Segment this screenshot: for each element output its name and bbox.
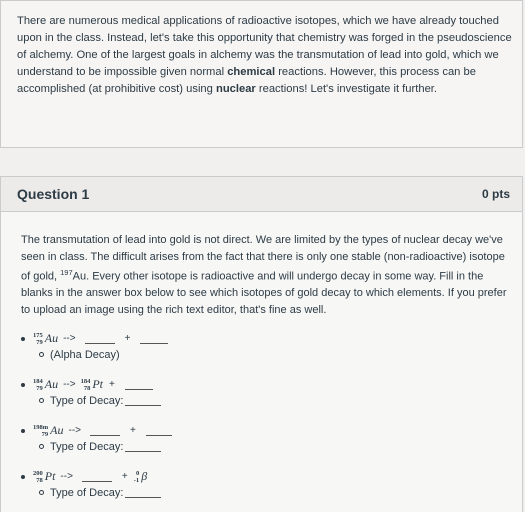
intro-panel: [0, 0, 523, 148]
reaction-list: [21, 329, 514, 499]
reactant-nuclide: [33, 331, 58, 346]
question-panel: [0, 176, 523, 512]
question-text: The transmutation of lead into gold is not direct. We are limited by the types of nuclear decay we've seen in class. The difficult arises from the fact that there is only one stable (non-radioactive) isotope of gold, $^{197}$Au. Every other isotope is radioactive and will undergo decay in some way. Fill in the blanks in the answer box below to see which isotopes of gold decay to which elements. If you prefer to upload an image using the rich text editor, that's fine as well.: [21, 234, 507, 317]
reaction-equation: [33, 467, 514, 487]
decay-type-blank[interactable]: [125, 488, 161, 498]
mass-number: 198m: [33, 423, 49, 431]
atomic-number: 79: [36, 338, 43, 346]
product-blank[interactable]: [85, 334, 115, 344]
decay-type-label: Type of Decay:: [50, 440, 124, 453]
decay-type-blank[interactable]: [125, 396, 161, 406]
atomic-number: 79: [41, 430, 49, 438]
atomic-number: 78: [83, 384, 91, 392]
plus-sign: +: [109, 379, 115, 391]
mass-number: 200: [33, 469, 43, 477]
element-symbol: Pt: [92, 377, 104, 392]
mass-number: 0: [135, 469, 140, 477]
decay-type-blank[interactable]: [125, 442, 161, 452]
particle-blank[interactable]: [125, 380, 153, 390]
intro-text: There are numerous medical applications of radioactive isotopes, which we have already touched upon in the class. Instead, let's take this opportunity that chemistry was forged in the pseudoscience of alchemy. One of the largest goals in alchemy was the transmutation of lead into gold, which we understand to be impossible given normal chemical reactions. However, this process can be accomplished (at prohibitive cost) using nuclear reactions! Let's investigate it further.: [17, 15, 512, 95]
decay-type-label: Type of Decay:: [50, 486, 124, 499]
decay-type-label: (Alpha Decay): [50, 348, 120, 361]
beta-symbol: β: [141, 469, 148, 484]
plus-sign: +: [124, 333, 131, 345]
beta-particle: [134, 469, 147, 484]
mass-number: 184: [33, 377, 43, 385]
decay-type: [39, 487, 514, 499]
sub-bullet-icon: [39, 444, 44, 449]
reactant-nuclide: [33, 377, 58, 392]
particle-blank[interactable]: [146, 426, 172, 436]
sub-bullet-icon: [39, 490, 44, 495]
question-points: 0 pts: [481, 187, 510, 201]
list-item: [21, 467, 514, 499]
sub-bullet-icon: [39, 352, 44, 357]
mass-number: 184: [80, 377, 91, 385]
reaction-equation: [33, 329, 514, 349]
reactant-nuclide: [33, 423, 64, 438]
atomic-number: 79: [36, 384, 43, 392]
reaction-arrow: -->: [63, 379, 76, 391]
charge-number: -1: [133, 476, 140, 484]
particle-blank[interactable]: [140, 334, 168, 344]
decay-type-label: Type of Decay:: [50, 394, 124, 407]
question-header: [1, 177, 522, 212]
element-symbol: Au: [44, 331, 59, 346]
element-symbol: Au: [50, 423, 64, 438]
product-nuclide: [81, 377, 103, 392]
decay-type: [39, 349, 514, 361]
reaction-equation: [33, 421, 514, 441]
reactant-nuclide: [33, 469, 55, 484]
list-item: [21, 375, 514, 407]
reaction-arrow: -->: [60, 471, 73, 483]
list-item: [21, 329, 514, 361]
reaction-arrow: -->: [63, 333, 76, 345]
plus-sign: +: [121, 471, 128, 483]
list-item: [21, 421, 514, 453]
decay-type: [39, 395, 514, 407]
plus-sign: +: [130, 425, 136, 437]
element-symbol: Au: [44, 377, 59, 392]
atomic-number: 78: [36, 476, 43, 484]
question-body: [1, 212, 522, 499]
product-blank[interactable]: [90, 426, 120, 436]
reaction-equation: [33, 375, 514, 395]
reaction-arrow: -->: [68, 425, 82, 437]
element-symbol: Pt: [44, 469, 56, 484]
product-blank[interactable]: [82, 472, 112, 482]
sub-bullet-icon: [39, 398, 44, 403]
question-title: Question 1: [17, 186, 90, 202]
decay-type: [39, 441, 514, 453]
mass-number: 175: [33, 331, 43, 339]
